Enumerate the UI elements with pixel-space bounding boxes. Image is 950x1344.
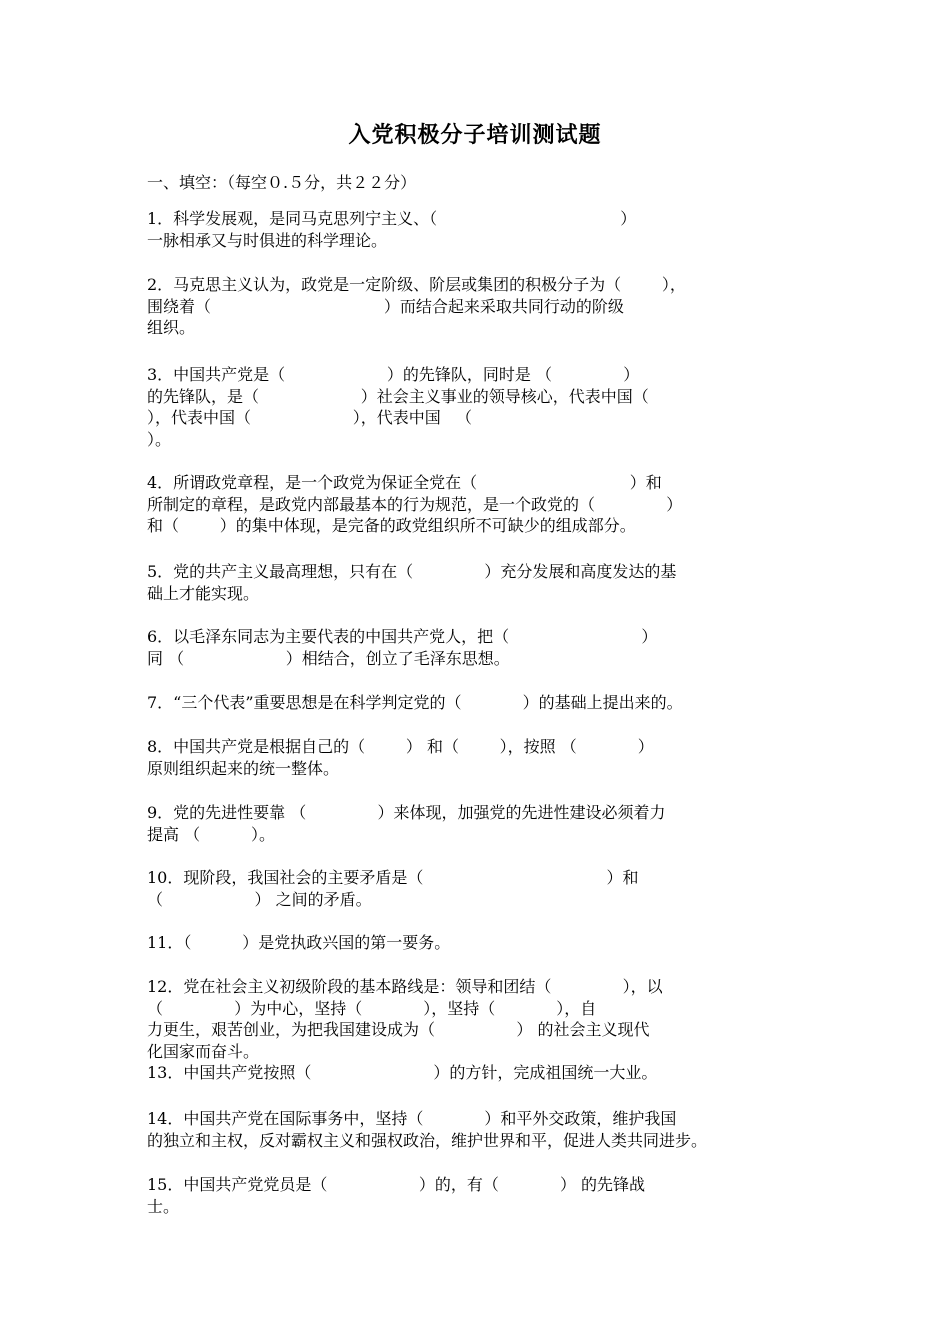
- question-line: 6．以毛泽东同志为主要代表的中国共产党人，把（ ）: [147, 627, 658, 646]
- question-11: [147, 932, 827, 954]
- question-line: 12．党在社会主义初级阶段的基本路线是：领导和团结（ ），以: [147, 977, 663, 996]
- question-line: 一脉相承又与时俱进的科学理论。: [147, 230, 388, 250]
- question-line: 提高 （ ）。: [147, 824, 275, 844]
- question-line: 13．中国共产党按照（ ）的方针，完成祖国统一大业。: [147, 1063, 658, 1082]
- question-15: [147, 1174, 827, 1217]
- question-line: 2．马克思主义认为，政党是一定阶级、阶层或集团的积极分子为（ ），: [147, 275, 686, 294]
- question-line: 10．现阶段，我国社会的主要矛盾是（ ）和: [147, 868, 639, 887]
- question-line: 11．（ ）是党执政兴国的第一要务。: [147, 933, 451, 952]
- question-line: （ ） 之间的矛盾。: [147, 889, 372, 909]
- question-line: 础上才能实现。: [147, 583, 260, 603]
- question-9: [147, 802, 827, 845]
- question-line: 的独立和主权，反对霸权主义和强权政治，维护世界和平，促进人类共同进步。: [147, 1130, 708, 1150]
- question-4: [147, 472, 827, 537]
- page-title: 入党积极分子培训测试题: [348, 122, 602, 148]
- question-1: [147, 208, 827, 251]
- question-10: [147, 867, 827, 910]
- question-line: 7．“三个代表”重要思想是在科学判定党的（ ）的基础上提出来的。: [147, 693, 683, 712]
- question-line: 所制定的章程，是政党内部最基本的行为规范，是一个政党的（ ）: [147, 494, 683, 514]
- question-line: 围绕着（ ）而结合起来采取共同行动的阶级: [147, 296, 624, 316]
- question-8: [147, 736, 827, 779]
- question-12-13: [147, 976, 827, 1084]
- question-line: 4．所谓政党章程，是一个政党为保证全党在（ ）和: [147, 473, 662, 492]
- question-line: 1．科学发展观，是同马克思列宁主义、（ ）: [147, 209, 637, 228]
- question-line: 8．中国共产党是根据自己的（ ） 和（ ），按照 （ ）: [147, 737, 654, 756]
- question-line: 9．党的先进性要靠 （ ）来体现，加强党的先进性建设必须着力: [147, 803, 666, 822]
- question-line: 组织。: [147, 318, 196, 337]
- question-line: 化国家而奋斗。: [147, 1041, 260, 1061]
- section-heading: 一、填空：（每空０.５分，共２２分）: [147, 173, 417, 192]
- question-line: 和（ ）的集中体现，是完备的政党组织所不可缺少的组成部分。: [147, 516, 636, 535]
- question-line: 力更生，艰苦创业，为把我国建设成为（ ） 的社会主义现代: [147, 1020, 650, 1039]
- question-line: 5．党的共产主义最高理想，只有在（ ）充分发展和高度发达的基: [147, 562, 677, 581]
- question-line: 14．中国共产党在国际事务中，坚持（ ）和平外交政策，维护我国: [147, 1109, 677, 1128]
- question-2: [147, 274, 827, 339]
- question-line: 3．中国共产党是（ ）的先锋队，同时是 （ ）: [147, 365, 640, 384]
- question-line: 15．中国共产党党员是（ ）的，有（ ） 的先锋战: [147, 1175, 646, 1194]
- question-line: 的先锋队，是（ ）社会主义事业的领导核心，代表中国（: [147, 386, 649, 406]
- question-line: ），代表中国（ ），代表中国 （: [147, 408, 472, 427]
- question-line: 原则组织起来的统一整体。: [147, 758, 340, 778]
- question-line: 士。: [147, 1196, 180, 1216]
- question-3: [147, 364, 827, 450]
- question-line: ）。: [147, 429, 172, 449]
- question-7: [147, 692, 827, 714]
- question-6: [147, 626, 827, 669]
- question-line: 同 （ ）相结合，创立了毛泽东思想。: [147, 648, 510, 668]
- question-5: [147, 561, 827, 604]
- question-line: （ ）为中心，坚持（ ），坚持（ ），自: [147, 998, 597, 1018]
- question-14: [147, 1108, 827, 1151]
